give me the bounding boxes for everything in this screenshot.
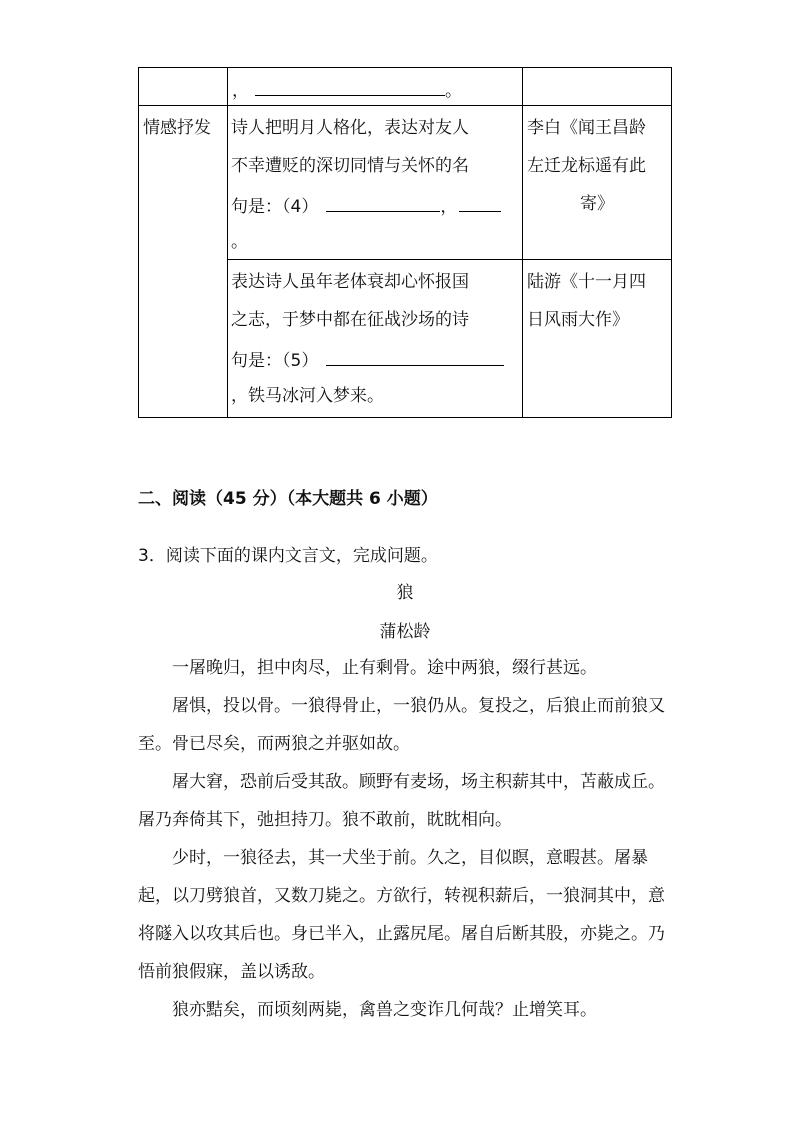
table-row-2-line-4: ，铁马冰河入梦来。: [231, 386, 384, 406]
source-line-1: 李白《闻王昌龄: [527, 118, 646, 138]
table-row-2-line-3: 句是：（5）: [231, 343, 504, 371]
section-heading: 二、阅读（45 分）（本大题共 6 小题）: [138, 489, 438, 509]
source-line-3: 寄》: [580, 194, 614, 214]
passage-paragraph-4: 少时，一狼径去，其一犬坐于前。久之，目似瞑，意暇甚。屠暴起，以刀劈狼首，又数刀毙之。方欲行，转视积薪后，一狼洞其中，意将隧入以攻其后也。身已半入，止露尻尾。屠自后断其股，亦毙之。乃悟前狼假寐，盖以诱敌。: [138, 848, 665, 982]
answer-blank[interactable]: [326, 343, 504, 366]
question-prompt: 3．阅读下面的课内文言文，完成问题。: [138, 546, 438, 566]
table-divider-2: [522, 67, 523, 418]
table-divider-1: [227, 67, 228, 418]
passage-author: 蒲松龄: [379, 622, 431, 642]
table-row-2-line-2: 之志，于梦中都在征战沙场的诗: [231, 310, 469, 330]
passage-paragraph-1: 一屠晚归，担中肉尽，止有剩骨。途中两狼，缀行甚远。: [172, 658, 597, 678]
table-row-1-line-3: 句是：（4） ，: [231, 189, 501, 217]
table-border-right: [671, 67, 672, 418]
source-line-2: 左迁龙标遥有此: [527, 156, 646, 176]
answer-blank[interactable]: [459, 189, 501, 212]
passage-paragraph-2: 屠惧，投以骨。一狼得骨止，一狼仍从。复投之，后狼止而前狼又至。骨已尽矣，而两狼之并驱如故。: [138, 696, 665, 754]
passage-paragraph-3: 屠大窘，恐前后受其敌。顾野有麦场，场主积薪其中，苫蔽成丘。屠乃奔倚其下，弛担持刀。狼不敢前，眈眈相向。: [138, 772, 665, 830]
table-row-2-line-1: 表达诗人虽年老体衰却心怀报国: [231, 272, 469, 292]
passage-title: 狼: [396, 583, 414, 603]
row-separator: [138, 105, 672, 106]
answer-blank[interactable]: [326, 189, 440, 212]
passage-paragraph-5: 狼亦黠矣，而顷刻两毙，禽兽之变诈几何哉？止增笑耳。: [172, 1000, 597, 1020]
table-border-top: [138, 67, 672, 68]
table-row-1-line-4: 。: [231, 232, 248, 252]
table-border-left: [138, 67, 139, 418]
answer-blank[interactable]: [255, 73, 445, 96]
table-row-1-line-1: 诗人把明月人格化，表达对友人: [231, 118, 469, 138]
table-row-1-line-2: 不幸遭贬的深切同情与关怀的名: [231, 156, 469, 176]
source-line-2: 日风雨大作》: [527, 310, 629, 330]
category-label: 情感抒发: [143, 118, 211, 138]
table-border-bottom: [138, 417, 672, 418]
source-line-1: 陆游《十一月四: [527, 272, 646, 292]
table-row-0-content: ， 。: [232, 73, 462, 101]
row-separator: [227, 259, 672, 260]
poetry-table: [138, 67, 672, 418]
